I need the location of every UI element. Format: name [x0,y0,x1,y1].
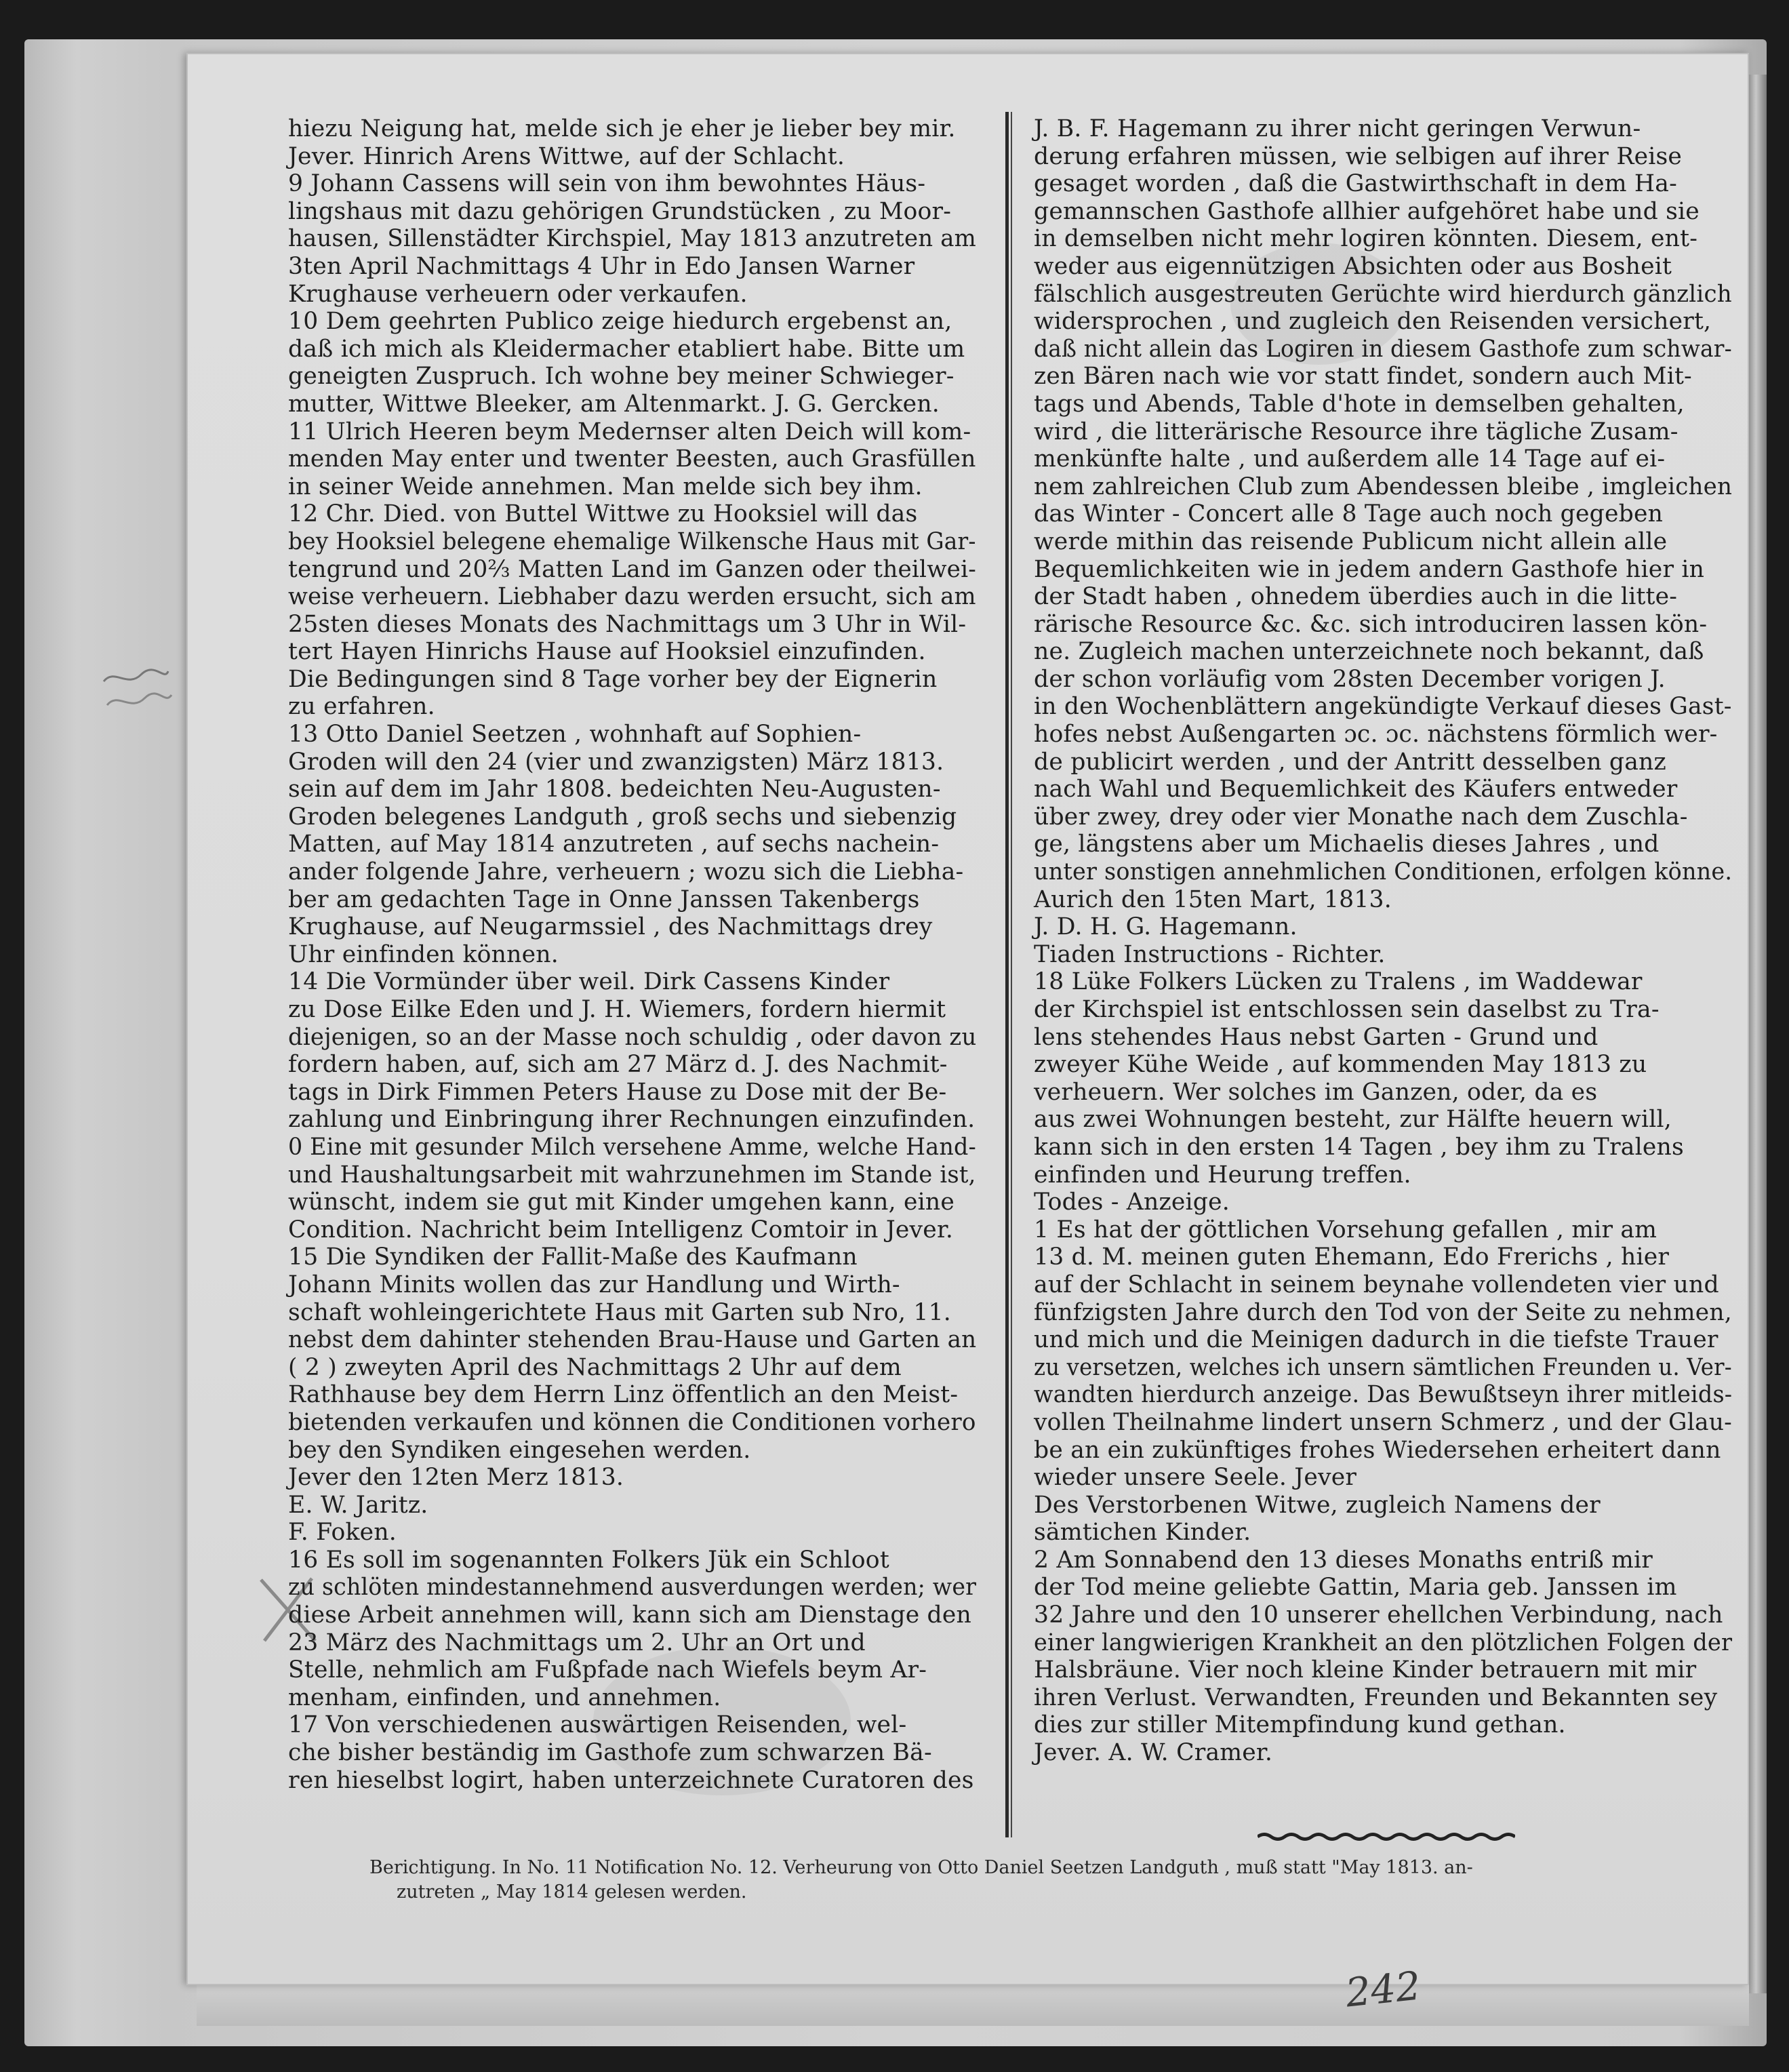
right-column-line: dies zur stiller Mitempfindung kund gethan. [1034,1711,1566,1739]
left-column-line: Groden belegenes Landguth , groß sechs und siebenzig [288,803,957,831]
left-column-line: zu schlöten mindestannehmend ausverdungen werden; wer [288,1574,977,1601]
left-column-line: F. Foken. [288,1519,397,1547]
right-column-line: hofes nebst Außengarten ɔc. ɔc. nächstens förmlich wer- [1034,721,1718,749]
left-column-line: menham, einfinden, und annehmen. [288,1684,721,1711]
left-column-line: hausen, Sillenstädter Kirchspiel, May 1813 anzutreten am [288,225,977,253]
right-column-line: daß nicht allein das Logiren in diesem Gasthofe zum schwar- [1034,335,1732,363]
right-column-line: der Stadt haben , ohnedem überdies auch in die litte- [1034,583,1678,611]
left-column-line: Jever den 12ten Merz 1813. [288,1464,624,1492]
right-column-line: rärische Resource &c. &c. sich introduciren lassen kön- [1034,610,1708,638]
right-column-line: 32 Jahre und den 10 unserer ehellchen Verbindung, nach [1034,1601,1723,1629]
left-column-line: Matten, auf May 1814 anzutreten , auf sechs nachein- [288,831,940,858]
left-column-line: nebst dem dahinter stehenden Brau-Hause und Garten an [288,1326,977,1354]
left-column-line: hiezu Neigung hat, melde sich je eher je lieber bey mir. [288,115,956,142]
right-column-line: gesaget worden , daß die Gastwirthschaft in dem Ha- [1034,170,1677,198]
left-column-line: bey Hooksiel belegene ehemalige Wilkensche Haus mit Gar- [288,527,976,555]
right-column-line: nem zahlreichen Club zum Abendessen bleibe , imgleichen [1034,473,1733,500]
left-column-line: 14 Die Vormünder über weil. Dirk Cassens Kinder [288,968,890,996]
right-column-line: in den Wochenblättern angekündigte Verkauf dieses Gast- [1034,693,1732,721]
left-column-line: ( 2 ) zweyten April des Nachmittags 2 Uhr auf dem [288,1353,902,1381]
handwritten-margin-note [100,661,175,722]
right-column-line: fünfzigsten Jahre durch den Tod von der Seite zu nehmen, [1034,1298,1732,1326]
right-column-line: nach Wahl und Bequemlichkeit des Käufers entweder [1034,776,1678,803]
right-column-line: der Tod meine geliebte Gattin, Maria geb. Janssen im [1034,1574,1677,1601]
left-column-line: tert Hayen Hinrichs Hause auf Hooksiel einzufinden. [288,638,926,666]
right-column-line: und mich und die Meinigen dadurch in die tiefste Trauer [1034,1326,1718,1354]
right-column-line: wieder unsere Seele. Jever [1034,1464,1357,1492]
column-divider [1005,112,1009,1837]
right-column-line: weder aus eigennützigen Absichten oder aus Bosheit [1034,252,1672,280]
right-column-line: J. B. F. Hagemann zu ihrer nicht geringen Verwun- [1034,115,1641,142]
left-column-line: fordern haben, auf, sich am 27 März d. J. des Nachmit- [288,1051,948,1079]
left-column-line: und Haushaltungsarbeit mit wahrzunehmen im Stande ist, [288,1161,976,1189]
left-column-line: menden May enter und twenter Beesten, auch Grasfüllen [288,445,976,473]
right-column-line: zu versetzen, welches ich unsern sämtlichen Freunden u. Ver- [1034,1353,1732,1381]
right-column-line: lens stehendes Haus nebst Garten - Grund und [1034,1023,1599,1051]
right-column-line: einfinden und Heurung treffen. [1034,1161,1411,1189]
right-column-line: einer langwierigen Krankheit an den plötzlichen Folgen der [1034,1629,1733,1656]
right-column-line: gemannschen Gasthofe allhier aufgehöret habe und sie [1034,197,1700,225]
right-column-line: der schon vorläufig vom 28sten December vorigen J. [1034,665,1666,693]
left-column-line: 17 Von verschiedenen auswärtigen Reisenden, wel- [288,1711,907,1739]
right-column-line: auf der Schlacht in seinem beynahe vollendeten vier und [1034,1271,1719,1298]
left-column-line: 16 Es soll im sogenannten Folkers Jük ein Schloot [288,1546,889,1574]
left-column-line: 11 Ulrich Heeren beym Medernser alten Deich will kom- [288,418,971,445]
left-column-line: tags in Dirk Fimmen Peters Hause zu Dose mit der Be- [288,1078,947,1106]
right-column-line: ge, längstens aber um Michaelis dieses Jahres , und [1034,831,1660,858]
right-column-line: Des Verstorbenen Witwe, zugleich Namens der [1034,1491,1601,1519]
left-column-line: zahlung und Einbringung ihrer Rechnungen einzufinden. [288,1106,976,1134]
left-column-line: diese Arbeit annehmen will, kann sich am Dienstage den [288,1601,972,1629]
closing-ornament-rule [1258,1832,1515,1841]
left-column-line: Krughause verheuern oder verkaufen. [288,280,748,308]
left-column-line: wünscht, indem sie gut mit Kinder umgehen kann, eine [288,1189,955,1216]
left-column-line: Uhr einfinden können. [288,940,559,968]
right-column-line: J. D. H. G. Hagemann. [1034,913,1298,941]
right-column-line: Aurich den 15ten Mart, 1813. [1034,885,1392,913]
left-column-line: diejenigen, so an der Masse noch schuldig , oder davon zu [288,1023,977,1051]
right-column-line: fälschlich ausgestreuten Gerüchte wird hierdurch gänzlich [1034,280,1732,308]
right-column-line: in demselben nicht mehr logiren könnten. Diesem, ent- [1034,225,1698,253]
left-column-line: bietenden verkaufen und können die Conditionen vorhero [288,1408,976,1436]
right-column-line: das Winter - Concert alle 8 Tage auch noch gegeben [1034,500,1664,528]
left-column-line: sein auf dem im Jahr 1808. bedeichten Neu-Augusten- [288,776,941,803]
page-edge [1749,75,1767,1993]
right-column-line: derung erfahren müssen, wie selbigen auf ihrer Reise [1034,142,1683,170]
left-column-line: E. W. Jaritz. [288,1491,428,1519]
left-column-line: 25sten dieses Monats des Nachmittags um 3 Uhr in Wil- [288,610,967,638]
right-column-line: tags und Abends, Table d'hote in demselben gehalten, [1034,390,1685,418]
left-column-line: Groden will den 24 (vier und zwanzigsten) März 1813. [288,748,944,776]
right-column-line: der Kirchspiel ist entschlossen sein daselbst zu Tra- [1034,996,1660,1023]
right-column-line: aus zwei Wohnungen besteht, zur Hälfte heuern will, [1034,1106,1672,1134]
left-column [288,115,976,1794]
column-divider-thin [1011,112,1012,1837]
left-column-line: 9 Johann Cassens will sein von ihm bewohntes Häus- [288,170,926,198]
right-column-line: Bequemlichkeiten wie in jedem andern Gasthofe hier in [1034,555,1705,583]
right-column-line: 2 Am Sonnabend den 13 dieses Monaths entriß mir [1034,1546,1653,1574]
right-column-line: menkünfte halte , und außerdem alle 14 Tage auf ei- [1034,445,1666,473]
left-column-line: zu erfahren. [288,693,435,721]
right-column-line: 18 Lüke Folkers Lücken zu Tralens , im Waddewar [1034,968,1643,996]
left-column-line: lingshaus mit dazu gehörigen Grundstücken , zu Moor- [288,197,952,225]
correction-note [369,1856,1739,1905]
right-column-line: vollen Theilnahme lindert unsern Schmerz , und der Glau- [1034,1408,1732,1436]
left-column-line: bey den Syndiken eingesehen werden. [288,1436,751,1464]
left-column-line: 12 Chr. Died. von Buttel Wittwe zu Hooksiel will das [288,500,918,528]
left-column-line: daß ich mich als Kleidermacher etabliert habe. Bitte um [288,335,965,363]
right-column-line: widersprochen , und zugleich den Reisenden versichert, [1034,308,1712,336]
right-column-line: zweyer Kühe Weide , auf kommenden May 1813 zu [1034,1051,1647,1079]
right-column-line: zen Bären nach wie vor statt findet, sondern auch Mit- [1034,363,1692,391]
right-column [1034,115,1732,1767]
right-column-line: sämtichen Kinder. [1034,1519,1251,1547]
left-column-line: tengrund und 20⅔ Matten Land im Ganzen oder theilwei- [288,555,977,583]
right-column-line: Todes - Anzeige. [1034,1189,1230,1216]
left-column-line: Jever. Hinrich Arens Wittwe, auf der Schlacht. [288,142,845,170]
left-column-line: Krughause, auf Neugarmssiel , des Nachmittags drey [288,913,933,941]
right-column-line: ne. Zugleich machen unterzeichnete noch bekannt, daß [1034,638,1704,666]
right-column-line: wird , die litterärische Resource ihre tägliche Zusam- [1034,418,1679,445]
left-column-line: 0 Eine mit gesunder Milch versehene Amme, welche Hand- [288,1133,976,1161]
left-column-line: mutter, Wittwe Bleeker, am Altenmarkt. J. G. Gercken. [288,390,940,418]
left-column-line: ander folgende Jahre, verheuern ; wozu sich die Liebha- [288,858,964,886]
left-column-line: zu Dose Eilke Eden und J. H. Wiemers, fordern hiermit [288,996,946,1023]
correction-line-1: Berichtigung. In No. 11 Notification No. 12. Verheurung von Otto Daniel Seetzen Landguth , muß statt "May 1813. an- [369,1857,1473,1878]
right-column-line: über zwey, drey oder vier Monathe nach dem Zuschla- [1034,803,1688,831]
page-bottom-edge [197,1985,1749,2026]
right-column-line: be an ein zukünftiges frohes Wiedersehen erheitert dann [1034,1436,1721,1464]
right-column-line: verheuern. Wer solches im Ganzen, oder, da es [1034,1078,1598,1106]
left-column-line: Condition. Nachricht beim Intelligenz Comtoir in Jever. [288,1216,954,1243]
left-column-line: che bisher beständig im Gasthofe zum schwarzen Bä- [288,1739,932,1767]
left-column-line: 3ten April Nachmittags 4 Uhr in Edo Jansen Warner [288,252,915,280]
left-column-line: geneigten Zuspruch. Ich wohne bey meiner Schwieger- [288,363,954,391]
left-column-line: in seiner Weide annehmen. Man melde sich bey ihm. [288,473,923,500]
right-column-line: 1 Es hat der göttlichen Vorsehung gefallen , mir am [1034,1216,1657,1243]
right-column-line: werde mithin das reisende Publicum nicht allein alle [1034,527,1668,555]
left-column-line: Rathhause bey dem Herrn Linz öffentlich an den Meist- [288,1381,959,1409]
left-column-line: 13 Otto Daniel Seetzen , wohnhaft auf Sophien- [288,721,862,749]
page-number: 242 [1343,1962,1423,2016]
left-column-line: 23 März des Nachmittags um 2. Uhr an Ort und [288,1629,866,1656]
right-column-line: de publicirt werden , und der Antritt desselben ganz [1034,748,1666,776]
right-column-line: wandten hierdurch anzeige. Das Bewußtseyn ihrer mitleids- [1034,1381,1733,1409]
left-column-line: Stelle, nehmlich am Fußpfade nach Wiefels beym Ar- [288,1656,927,1684]
correction-line-2: zutreten „ May 1814 gelesen werden. [397,1881,747,1902]
left-column-line: Johann Minits wollen das zur Handlung und Wirth- [288,1271,900,1298]
left-column-line: ren hieselbst logirt, haben unterzeichnete Curatoren des [288,1766,974,1794]
right-column-line: Halsbräune. Vier noch kleine Kinder betrauern mit mir [1034,1656,1697,1684]
left-column-line: weise verheuern. Liebhaber dazu werden ersucht, sich am [288,583,976,611]
right-column-line: unter sonstigen annehmlichen Conditionen, erfolgen könne. [1034,858,1733,886]
right-column-line: kann sich in den ersten 14 Tagen , bey ihm zu Tralens [1034,1133,1684,1161]
left-column-line: 10 Dem geehrten Publico zeige hiedurch ergebenst an, [288,308,952,336]
left-column-line: schaft wohleingerichtete Haus mit Garten sub Nro, 11. [288,1298,951,1326]
left-column-line: Die Bedingungen sind 8 Tage vorher bey der Eignerin [288,665,938,693]
right-column-line: Jever. A. W. Cramer. [1034,1739,1273,1767]
left-column-line: ber am gedachten Tage in Onne Janssen Takenbergs [288,885,920,913]
left-column-line: 15 Die Syndiken der Fallit-Maße des Kaufmann [288,1243,858,1271]
right-column-line: Tiaden Instructions - Richter. [1034,940,1386,968]
right-column-line: 13 d. M. meinen guten Ehemann, Edo Frerichs , hier [1034,1243,1670,1271]
right-column-line: ihren Verlust. Verwandten, Freunden und Bekannten sey [1034,1684,1718,1711]
